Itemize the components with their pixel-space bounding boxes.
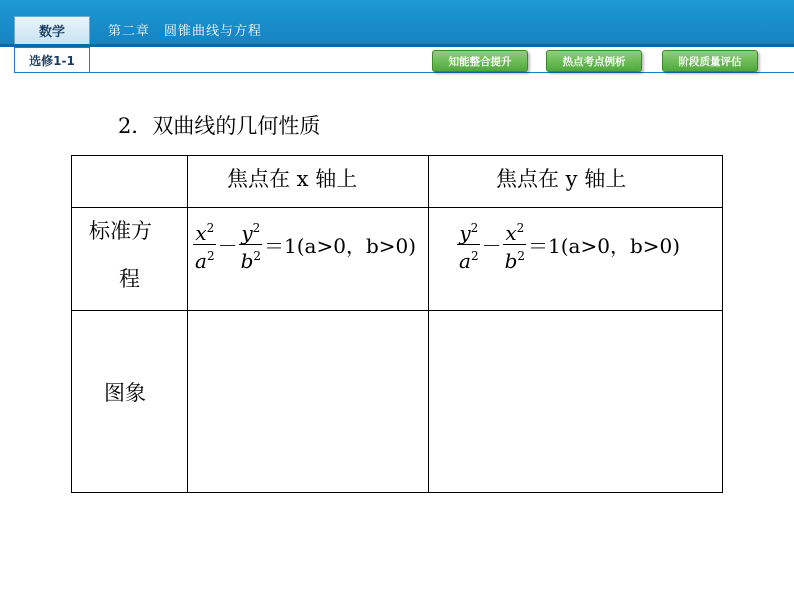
- nav-button-assessment[interactable]: 阶段质量评估: [662, 50, 758, 72]
- chapter-title: 第二章 圆锥曲线与方程: [108, 24, 263, 39]
- nav-button-examples[interactable]: 热点考点例析: [546, 50, 642, 72]
- table-border-right: [722, 155, 723, 493]
- header-stripe: [0, 44, 794, 47]
- row-label-graph: 图象: [104, 381, 146, 405]
- row-label-standard-equation: 标准方: [89, 219, 152, 243]
- col-header-x-axis: 焦点在 x 轴上: [227, 167, 358, 191]
- table-col-divider: [428, 155, 429, 493]
- nav-button-integration[interactable]: 知能整合提升: [432, 50, 528, 72]
- table-border-bottom: [71, 492, 723, 493]
- row-label-standard-equation-cont: 程: [119, 267, 140, 291]
- table-border-left: [71, 155, 72, 493]
- table-row-divider: [71, 310, 723, 311]
- course-label: 选修1-1: [14, 47, 90, 73]
- col-header-y-axis: 焦点在 y 轴上: [496, 167, 627, 191]
- subject-tab: 数学: [14, 16, 90, 44]
- equation-y-axis: $\frac{y^2}{a^2}$ － $\frac{x^2}{b^2}$ ＝1(a>0，b>0): [456, 217, 680, 272]
- table-border-top: [71, 155, 723, 156]
- equation-x-axis: $\frac{x^2}{a^2}$ － $\frac{y^2}{b^2}$ ＝1(a>0，b>0): [192, 217, 416, 272]
- section-title: 2．双曲线的几何性质: [118, 114, 321, 138]
- header-divider: [90, 72, 794, 73]
- hyperbola-properties-table: [71, 155, 723, 493]
- table-col-divider: [187, 155, 188, 493]
- table-row-divider: [71, 207, 723, 208]
